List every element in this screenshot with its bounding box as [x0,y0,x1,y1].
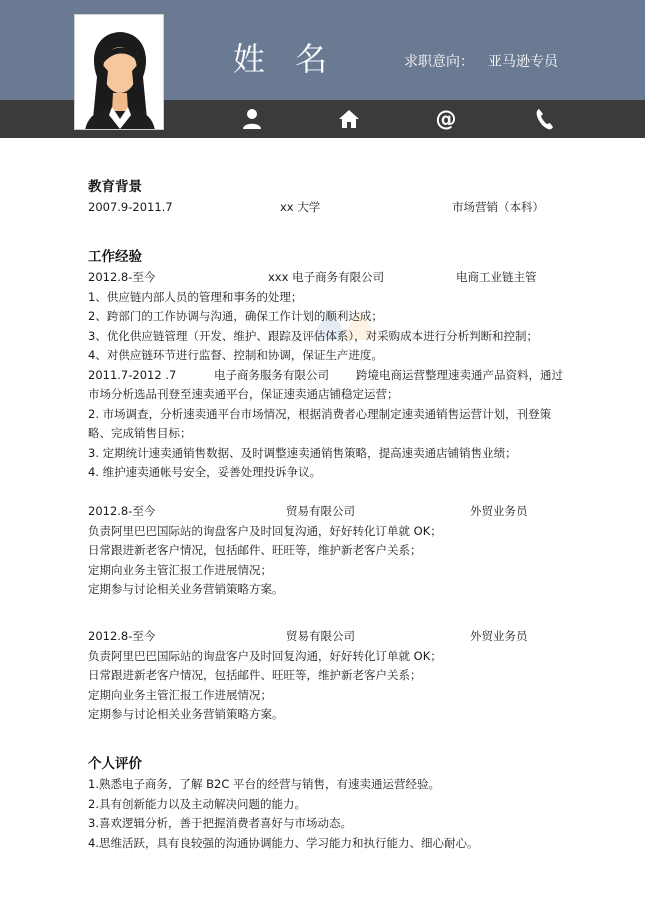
phone-icon [532,107,556,131]
job4-duty: 负责阿里巴巴国际站的询盘客户及时回复沟通，好好转化订单就 OK； [88,649,442,663]
job2-duty: 3. 定期统计速卖通销售数据、及时调整速卖通销售策略，提高速卖通店铺销售业绩； [88,446,517,460]
education-period: 2007.9-2011.7 [88,200,173,214]
objective-label: 求职意向： [404,54,474,70]
job4-company: 贸易有限公司 [286,629,355,643]
job4-position: 外贸业务员 [470,629,528,643]
job2-duty: 市场分析选品刊登至速卖通平台，保证速卖通店铺稳定运营； [88,387,399,401]
job2-duty: 2. 市场调查，分析速卖通平台市场情况，根据消费者心理制定速卖通销售运营计划，刊登策 [88,407,552,421]
job3-position: 外贸业务员 [470,504,528,518]
job2-duty: 略、完成销售目标； [88,426,192,440]
job2-period: 2011.7-2012 .7 [88,368,177,382]
job1-duty: 4、对供应链环节进行监督、控制和协调，保证生产进度。 [88,348,383,362]
evaluation-item: 2.具有创新能力以及主动解决问题的能力。 [88,797,306,811]
evaluation-item: 4.思维活跃，具有良较强的沟通协调能力、学习能力和执行能力、细心耐心。 [88,836,479,850]
evaluation-item: 1.熟悉电子商务，了解 B2C 平台的经营与销售，有速卖通运营经验。 [88,777,441,791]
at-icon: @ [435,107,457,131]
education-title: 教育背景 [88,179,142,195]
job1-position: 电商工业链主管 [456,270,537,284]
job2-duty: 4. 维护速卖通帐号安全，妥善处理投诉争议。 [88,465,322,479]
job4-duty: 定期向业务主管汇报工作进展情况； [88,688,272,702]
objective-value: 亚马逊专员 [488,54,558,70]
person-icon [240,107,264,131]
job3-duty: 定期向业务主管汇报工作进展情况； [88,563,272,577]
job4-period: 2012.8-至今 [88,629,156,643]
job1-duty: 1、供应链内部人员的管理和事务的处理； [88,290,303,304]
education-school: xx 大学 [280,200,321,214]
job1-duty: 3、优化供应链管理（开发、维护、跟踪及评估体系），对采购成本进行分析判断和控制； [88,329,539,343]
evaluation-title: 个人评价 [88,756,142,772]
work-title: 工作经验 [88,249,142,265]
job1-company: xxx 电子商务有限公司 [268,270,385,284]
job2-company: 电子商务服务有限公司 [214,368,329,382]
job1-duty: 2、跨部门的工作协调与沟通，确保工作计划的顺利达成； [88,309,383,323]
job3-duty: 负责阿里巴巴国际站的询盘客户及时回复沟通，好好转化订单就 OK； [88,524,442,538]
home-icon [337,107,361,131]
job3-duty: 定期参与讨论相关业务营销策略方案。 [88,582,284,596]
education-major: 市场营销（本科） [452,200,544,214]
job1-period: 2012.8-至今 [88,270,156,284]
candidate-name: 姓 名 [232,40,338,78]
job4-duty: 定期参与讨论相关业务营销策略方案。 [88,707,284,721]
job3-company: 贸易有限公司 [286,504,355,518]
profile-photo [74,14,164,130]
job3-period: 2012.8-至今 [88,504,156,518]
job-objective [404,51,558,71]
job3-duty: 日常跟进新老客户情况，包括邮件、旺旺等，维护新老客户关系； [88,543,422,557]
job4-duty: 日常跟进新老客户情况，包括邮件、旺旺等，维护新老客户关系； [88,668,422,682]
evaluation-item: 3.喜欢逻辑分析，善于把握消费者喜好与市场动态。 [88,816,352,830]
job2-description-start: 跨境电商运营整理速卖通产品资料，通过 [356,368,563,382]
